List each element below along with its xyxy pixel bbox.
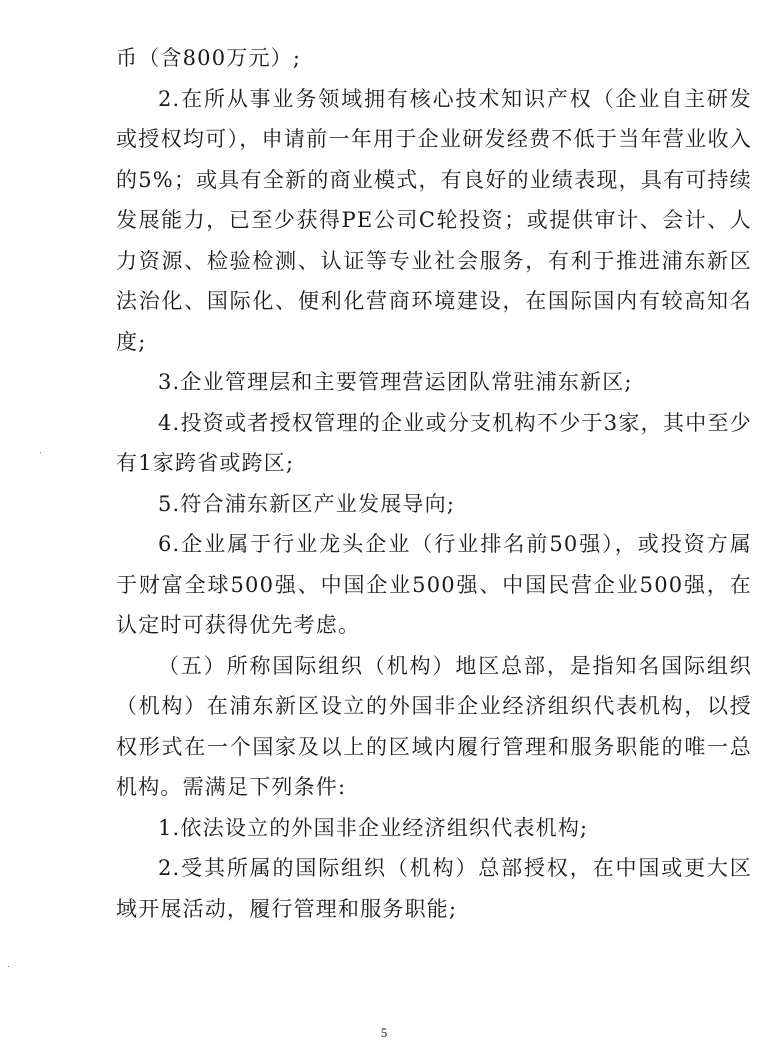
paragraph-item-4: 4.投资或者授权管理的企业或分支机构不少于3家，其中至少有1家跨省或跨区; xyxy=(116,410,752,475)
paragraph-item-2: 2.在所从事业务领域拥有核心技术知识产权（企业自主研发或授权均可），申请前一年用于企业研发经费不低于当年营业收入的5%；或具有全新的商业模式，有良好的业绩表现，具有可持续发展能力，已至少获得PE公司C轮投资；或提供审计、会计、人力资源、检验检测、认证等专业社会服务，有利于推进浦东新区法治化、国际化、便利化营商环境建设，在国际国内有较高知名度; xyxy=(116,86,752,354)
paragraph-item-3: 3.企业管理层和主要管理营运团队常驻浦东新区; xyxy=(158,370,633,394)
paragraph-item-6: 6.企业属于行业龙头企业（行业排名前50强），或投资方属于财富全球500强、中国企业500强、中国民营企业500强，在认定时可获得优先考虑。 xyxy=(116,532,752,637)
paragraph-condition-1: 1.依法设立的外国非企业经济组织代表机构; xyxy=(158,815,589,840)
scan-dot xyxy=(8,966,9,967)
paragraph-item-5: 5.符合浦东新区产业发展导向; xyxy=(158,491,456,516)
paragraph-condition-2: 2.受其所属的国际组织（机构）总部授权，在中国或更大区域开展活动，履行管理和服务职能; xyxy=(116,856,752,921)
scan-dot xyxy=(40,452,41,453)
paragraph-continuation: 币（含800万元）; xyxy=(116,46,302,70)
paragraph-section-5: （五）所称国际组织（机构）地区总部，是指知名国际组织（机构）在浦东新区设立的外国非企业经济组织代表机构，以授权形式在一个国家及以上的区域内履行管理和服务职能的唯一总机构。需满足下列条件: xyxy=(116,653,752,799)
body-text xyxy=(116,38,752,929)
page-number: 5 xyxy=(380,1025,388,1040)
